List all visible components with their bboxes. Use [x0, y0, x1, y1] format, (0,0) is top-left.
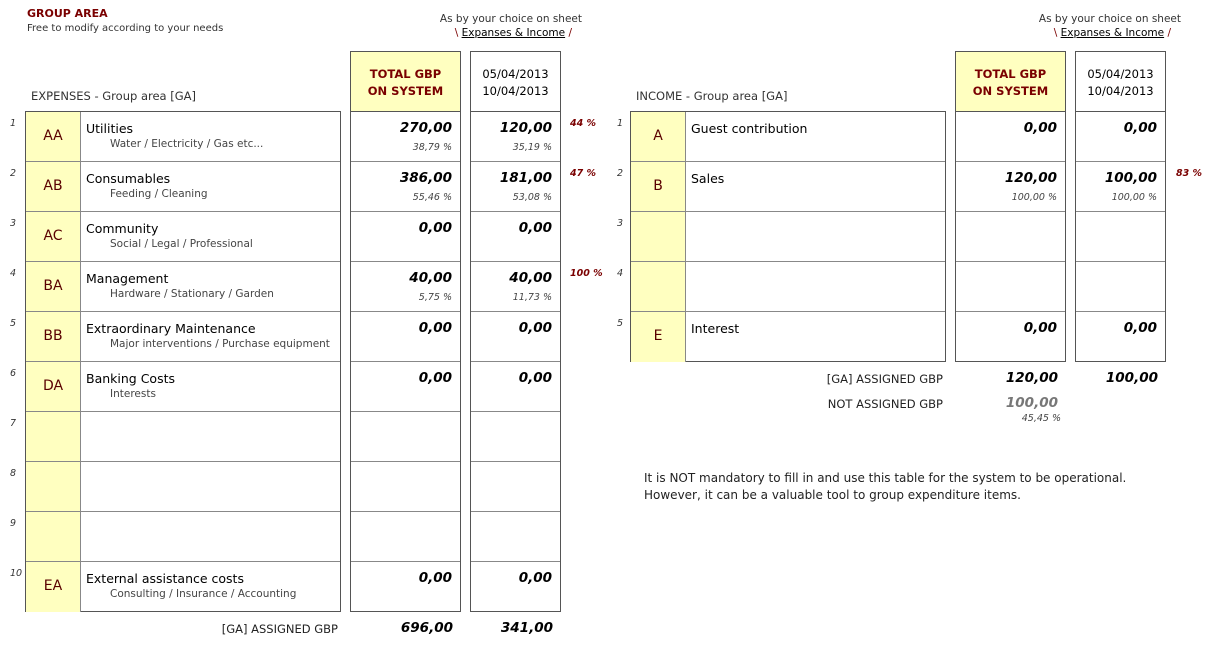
exp-row-sublabel: Interests: [110, 388, 156, 400]
income-not-assigned-total: 100,00: [1005, 395, 1058, 411]
exp-row-number: 3: [10, 218, 17, 229]
income-not-assigned-label: NOT ASSIGNED GBP: [827, 397, 943, 411]
exp-row-label: Extraordinary Maintenance: [86, 321, 256, 336]
exp-row-code: [26, 312, 81, 361]
inc-period-value: 100,00: [1104, 170, 1157, 186]
inc-row-number: 3: [617, 218, 624, 229]
inc-row-number: 5: [617, 318, 624, 329]
exp-row-number: 1: [10, 118, 17, 129]
income-table: [630, 111, 946, 362]
income-total-header-l1: TOTAL GBP: [974, 67, 1047, 81]
exp-row-number: 6: [10, 368, 17, 379]
inc-period-pct: 100,00 %: [1111, 192, 1157, 203]
exp-period-value: 0,00: [518, 320, 552, 336]
page-subtitle: Free to modify according to your needs: [27, 23, 224, 34]
exp-row[interactable]: [26, 112, 340, 162]
exp-period-value: 120,00: [499, 120, 552, 136]
inc-period-cell[interactable]: [1076, 112, 1165, 162]
expenses-period-column: [470, 111, 561, 612]
exp-period-cell[interactable]: [471, 212, 560, 262]
exp-row-number: 7: [10, 418, 17, 429]
exp-row-code-text: EA: [43, 578, 63, 594]
exp-period-cell[interactable]: [471, 262, 560, 312]
expenses-period-header: [470, 51, 561, 112]
exp-row[interactable]: [26, 462, 340, 512]
exp-row-sublabel: Major interventions / Purchase equipment: [110, 338, 330, 350]
exp-row-code-text: AC: [43, 228, 63, 244]
income-not-assigned-pct: 45,45 %: [1021, 413, 1061, 424]
exp-total-value: 40,00: [409, 270, 452, 286]
exp-row-code: [26, 462, 81, 511]
inc-row-code: [631, 262, 686, 311]
exp-row[interactable]: [26, 212, 340, 262]
exp-row-code: [26, 162, 81, 211]
inc-total-cell[interactable]: [956, 162, 1065, 212]
exp-row-label: Consumables: [86, 171, 171, 186]
inc-total-value: 0,00: [1023, 320, 1057, 336]
income-choice-text: As by your choice on sheet: [1038, 13, 1181, 25]
inc-row-number: 2: [617, 168, 624, 179]
exp-total-cell[interactable]: [351, 312, 460, 362]
exp-row[interactable]: [26, 312, 340, 362]
income-period-start: 05/04/2013: [1087, 67, 1154, 81]
exp-total-value: 0,00: [418, 320, 452, 336]
inc-row-label: Guest contribution: [691, 121, 808, 136]
exp-side-pct: 100 %: [570, 268, 603, 279]
exp-row[interactable]: [26, 562, 340, 612]
expenses-period-start: 05/04/2013: [482, 67, 549, 81]
inc-total-cell[interactable]: [956, 262, 1065, 312]
exp-row[interactable]: [26, 512, 340, 562]
exp-row-code: [26, 112, 81, 161]
exp-total-cell[interactable]: [351, 112, 460, 162]
inc-row-code: [631, 212, 686, 261]
exp-row[interactable]: [26, 162, 340, 212]
exp-total-cell[interactable]: [351, 362, 460, 412]
exp-total-cell[interactable]: [351, 412, 460, 462]
exp-row-sublabel: Social / Legal / Professional: [110, 238, 253, 250]
exp-row-code: [26, 512, 81, 561]
exp-period-cell[interactable]: [471, 412, 560, 462]
expenses-choice-text: As by your choice on sheet: [439, 13, 582, 25]
exp-row-label: External assistance costs: [86, 571, 244, 586]
exp-row-sublabel: Feeding / Cleaning: [110, 188, 208, 200]
exp-side-pct: 47 %: [570, 168, 597, 179]
exp-total-cell[interactable]: [351, 162, 460, 212]
info-note-line-1: It is NOT mandatory to fill in and use this table for the system to be operational.: [644, 471, 1127, 485]
inc-total-cell[interactable]: [956, 212, 1065, 262]
inc-period-value: 0,00: [1123, 120, 1157, 136]
exp-total-cell[interactable]: [351, 462, 460, 512]
expenses-total-column: [350, 111, 461, 612]
income-choice-link[interactable]: Expanses & Income: [1060, 27, 1165, 39]
exp-row-code: [26, 562, 81, 612]
exp-period-value: 0,00: [518, 220, 552, 236]
expenses-assigned-label: [GA] ASSIGNED GBP: [221, 622, 338, 636]
exp-row[interactable]: [26, 412, 340, 462]
inc-row-code: [631, 162, 686, 211]
exp-period-value: 0,00: [518, 570, 552, 586]
exp-period-pct: 11,73 %: [512, 292, 552, 303]
exp-total-cell[interactable]: [351, 212, 460, 262]
income-choice-link-wrap: \ Expanses & Income /: [1053, 27, 1171, 39]
inc-period-value: 0,00: [1123, 320, 1157, 336]
inc-row[interactable]: [631, 262, 945, 312]
exp-total-value: 0,00: [418, 220, 452, 236]
inc-total-value: 0,00: [1023, 120, 1057, 136]
exp-row-code: [26, 412, 81, 461]
exp-row-sublabel: Hardware / Stationary / Garden: [110, 288, 274, 300]
exp-total-cell[interactable]: [351, 562, 460, 612]
inc-row[interactable]: [631, 112, 945, 162]
inc-period-cell[interactable]: [1076, 212, 1165, 262]
inc-row-number: 1: [617, 118, 624, 129]
exp-period-cell[interactable]: [471, 112, 560, 162]
inc-total-pct: 100,00 %: [1011, 192, 1057, 203]
exp-row-code: [26, 262, 81, 311]
exp-period-pct: 53,08 %: [512, 192, 552, 203]
exp-row-number: 4: [10, 268, 17, 279]
expenses-choice-link[interactable]: Expanses & Income: [461, 27, 566, 39]
income-assigned-period: 100,00: [1105, 370, 1158, 386]
expenses-heading: EXPENSES - Group area [GA]: [31, 89, 196, 103]
expenses-assigned-period: 341,00: [500, 620, 553, 636]
inc-period-cell[interactable]: [1076, 262, 1165, 312]
exp-row-number: 10: [10, 568, 23, 579]
exp-period-value: 181,00: [499, 170, 552, 186]
exp-period-pct: 35,19 %: [512, 142, 552, 153]
inc-row-number: 4: [617, 268, 624, 279]
exp-total-value: 270,00: [399, 120, 452, 136]
income-assigned-total: 120,00: [1005, 370, 1058, 386]
expenses-period-end: 10/04/2013: [482, 84, 549, 98]
exp-row-code: [26, 362, 81, 411]
expenses-choice-link-wrap: \ Expanses & Income /: [454, 27, 572, 39]
exp-total-value: 0,00: [418, 570, 452, 586]
exp-period-cell[interactable]: [471, 562, 560, 612]
expenses-assigned-total: 696,00: [400, 620, 453, 636]
exp-row-code-text: BA: [43, 278, 63, 294]
exp-row-label: Management: [86, 271, 169, 286]
expenses-total-header: [350, 51, 461, 112]
exp-total-pct: 38,79 %: [412, 142, 452, 153]
exp-row-code-text: BB: [43, 328, 63, 344]
exp-row-number: 2: [10, 168, 17, 179]
inc-total-value: 120,00: [1004, 170, 1057, 186]
exp-total-value: 0,00: [418, 370, 452, 386]
inc-row-label: Sales: [691, 171, 725, 186]
inc-row-code-text: E: [653, 328, 663, 344]
exp-row-label: Banking Costs: [86, 371, 176, 386]
exp-period-cell[interactable]: [471, 312, 560, 362]
exp-period-cell[interactable]: [471, 512, 560, 562]
exp-total-value: 386,00: [399, 170, 452, 186]
exp-row-sublabel: Consulting / Insurance / Accounting: [110, 588, 297, 600]
income-total-header: [955, 51, 1066, 112]
info-note-line-2: However, it can be a valuable tool to group expenditure items.: [644, 488, 1021, 502]
page-title: GROUP AREA: [27, 7, 108, 20]
income-total-header-l2: ON SYSTEM: [972, 84, 1049, 98]
exp-total-cell[interactable]: [351, 512, 460, 562]
inc-period-cell[interactable]: [1076, 162, 1165, 212]
inc-side-pct: 83 %: [1176, 168, 1203, 179]
exp-total-cell[interactable]: [351, 262, 460, 312]
inc-row-code-text: B: [653, 178, 663, 194]
income-heading: INCOME - Group area [GA]: [636, 89, 788, 103]
inc-row-code: [631, 312, 686, 362]
exp-row-sublabel: Water / Electricity / Gas etc...: [110, 138, 264, 150]
exp-row-label: Utilities: [86, 121, 134, 136]
income-period-column: [1075, 111, 1166, 362]
exp-row[interactable]: [26, 262, 340, 312]
income-period-header: [1075, 51, 1166, 112]
expenses-total-header-l1: TOTAL GBP: [369, 67, 442, 81]
income-total-column: [955, 111, 1066, 362]
inc-row-code-text: A: [653, 128, 663, 144]
exp-total-pct: 55,46 %: [412, 192, 452, 203]
exp-row-code-text: AA: [43, 128, 63, 144]
inc-period-cell[interactable]: [1076, 312, 1165, 362]
exp-row-number: 8: [10, 468, 17, 479]
exp-period-value: 40,00: [509, 270, 552, 286]
exp-period-cell[interactable]: [471, 362, 560, 412]
exp-row-label: Community: [86, 221, 159, 236]
exp-total-pct: 5,75 %: [418, 292, 452, 303]
exp-period-value: 0,00: [518, 370, 552, 386]
expenses-table: [25, 111, 341, 612]
exp-row-number: 5: [10, 318, 17, 329]
exp-period-cell[interactable]: [471, 462, 560, 512]
exp-period-cell[interactable]: [471, 162, 560, 212]
exp-row-code-text: DA: [42, 378, 64, 394]
income-assigned-label: [GA] ASSIGNED GBP: [826, 372, 943, 386]
exp-row-code: [26, 212, 81, 261]
expenses-total-header-l2: ON SYSTEM: [367, 84, 444, 98]
info-note: [644, 470, 1126, 504]
inc-row-code: [631, 112, 686, 161]
inc-row[interactable]: [631, 162, 945, 212]
exp-row-number: 9: [10, 518, 17, 529]
inc-total-cell[interactable]: [956, 312, 1065, 362]
exp-side-pct: 44 %: [570, 118, 597, 129]
income-period-end: 10/04/2013: [1087, 84, 1154, 98]
inc-row[interactable]: [631, 212, 945, 262]
exp-row-code-text: AB: [43, 178, 63, 194]
inc-total-cell[interactable]: [956, 112, 1065, 162]
inc-row-label: Interest: [691, 321, 740, 336]
exp-row[interactable]: [26, 362, 340, 412]
inc-row[interactable]: [631, 312, 945, 362]
